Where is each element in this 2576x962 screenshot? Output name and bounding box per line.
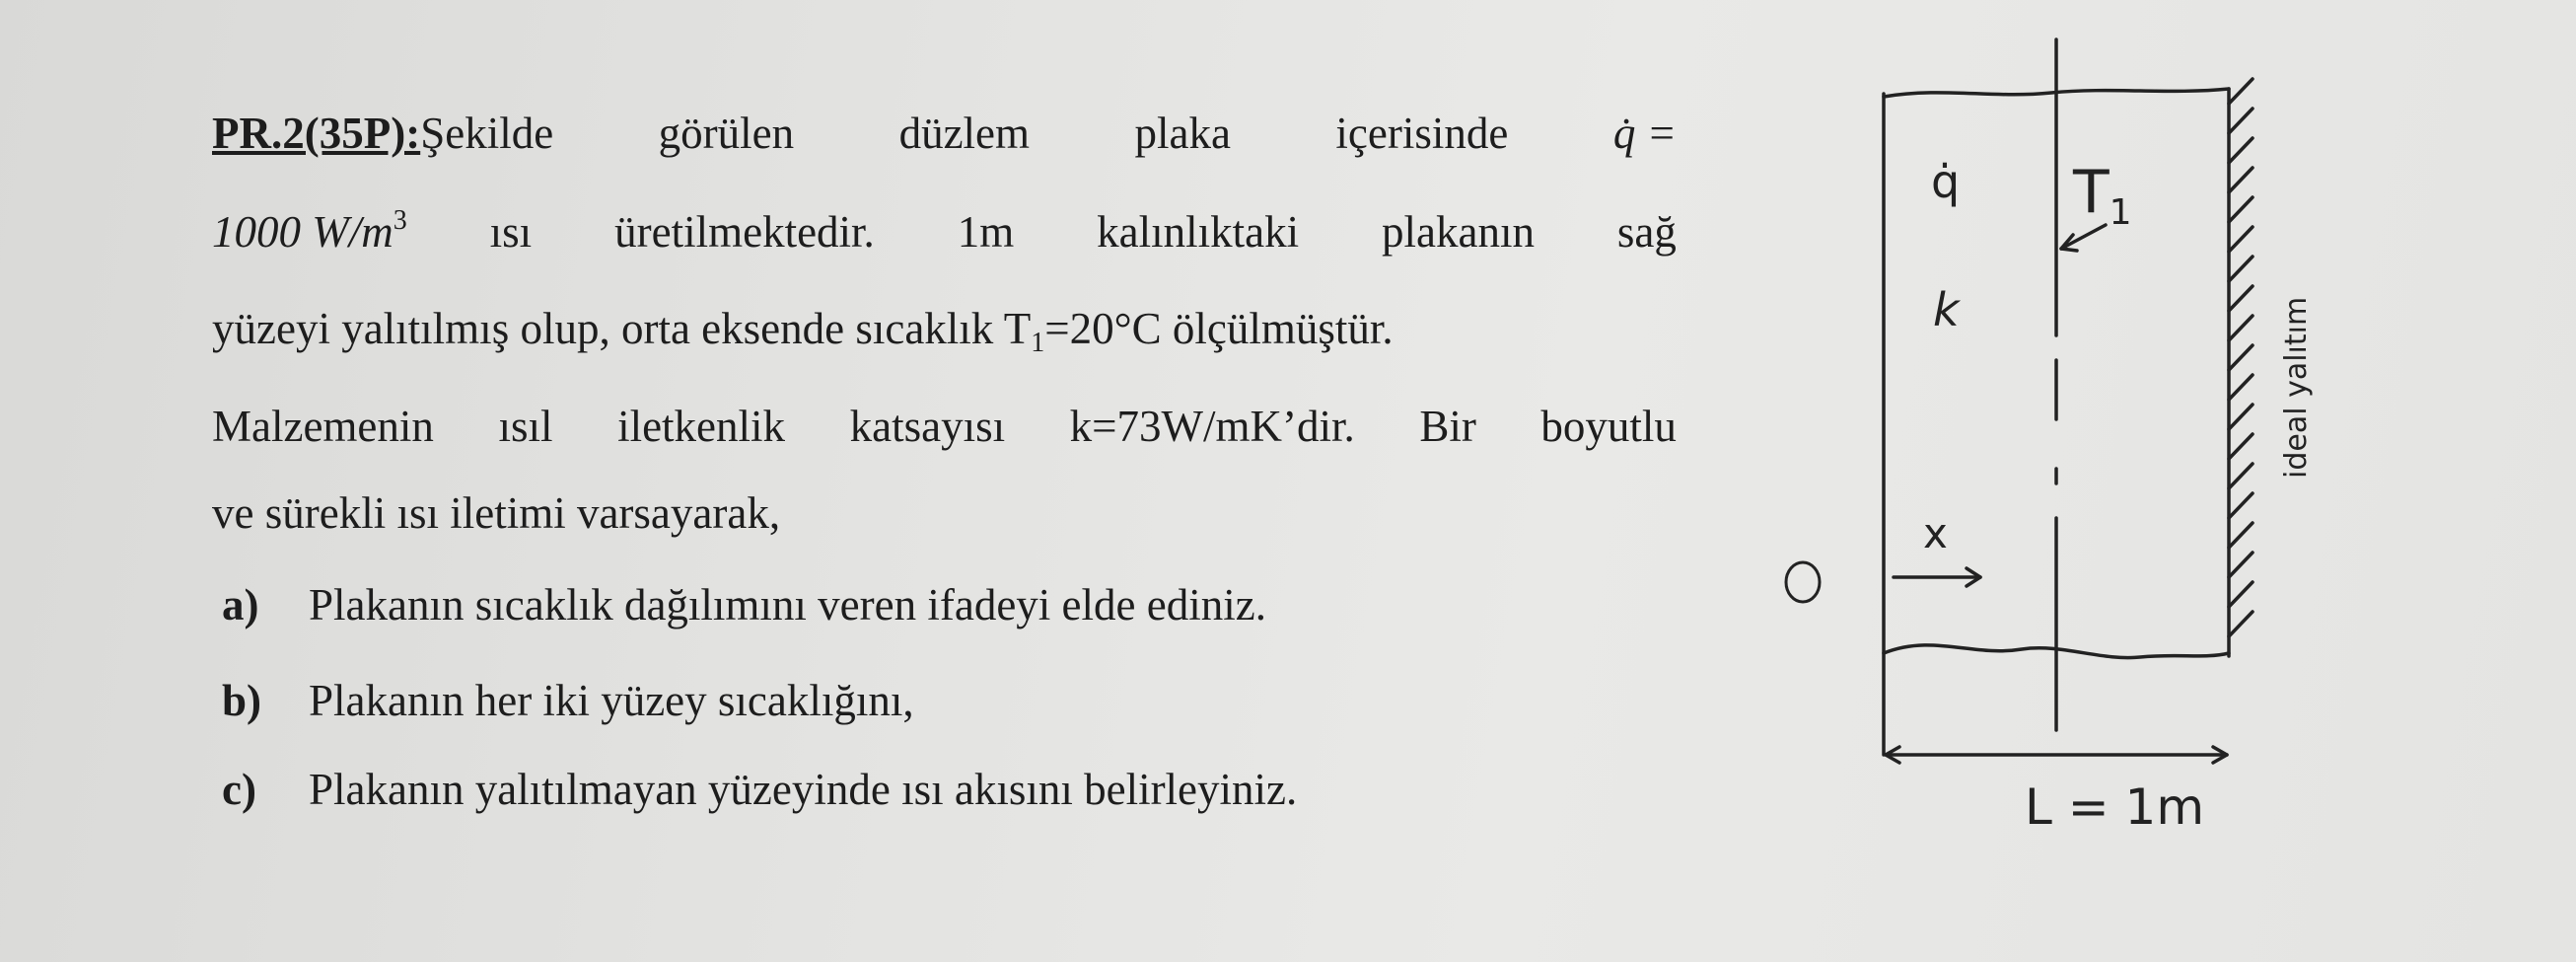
word: boyutlu <box>1540 402 1677 451</box>
word: 1m <box>957 207 1015 257</box>
insulation-hatch <box>2229 79 2253 636</box>
word: katsayısı <box>849 402 1006 451</box>
item-label: b) <box>222 676 262 725</box>
word: sağ <box>1616 207 1677 257</box>
problem-line-5: ve sürekli ısı iletimi varsayarak, <box>212 488 781 538</box>
problem-line-1 <box>212 104 1677 163</box>
word: k=73W/mK’dir. <box>1069 402 1355 451</box>
x-label: x <box>1923 509 1948 557</box>
k-label: k <box>1933 283 1960 336</box>
word: Şekilde <box>420 109 554 158</box>
q-dot-expression: q̇ = <box>1612 109 1677 158</box>
word: plaka <box>1134 109 1231 158</box>
item-text: Plakanın her iki yüzey sıcaklığını, <box>309 676 914 725</box>
problem-line-3: yüzeyi yalıtılmış olup, orta eksende sıcaklık $T_1=20^\circ C$ ölçülmüştür. <box>212 304 1394 358</box>
origin-mark-circle <box>1786 562 1820 602</box>
problem-heading: PR.2(35P): <box>212 109 421 158</box>
word: içerisinde <box>1335 109 1509 158</box>
word: ısı <box>489 207 533 257</box>
word: görülen <box>658 109 795 158</box>
item-a <box>222 575 1266 634</box>
word: üretilmektedir. <box>614 207 875 257</box>
word: iletkenlik <box>617 402 786 451</box>
item-label: c) <box>222 765 256 814</box>
word: düzlem <box>898 109 1031 158</box>
q-dot-label: q̇ <box>1931 155 1961 208</box>
item-c <box>222 760 1297 819</box>
heat-generation-value: 1000 $W/m^3$ <box>212 205 407 257</box>
item-b <box>222 671 914 730</box>
word: Malzemenin <box>212 402 434 451</box>
length-label: L = 1m <box>2025 778 2205 836</box>
t1-label: $T_1$ <box>2073 158 2132 233</box>
word: kalınlıktaki <box>1097 207 1300 257</box>
word: Bir <box>1419 402 1476 451</box>
t1-leader-line <box>2061 225 2106 249</box>
insulation-label: ideal yalıtım <box>2279 296 2314 479</box>
word: plakanın <box>1382 207 1535 257</box>
item-label: a) <box>222 580 259 629</box>
diagram-strokes <box>1786 39 2253 763</box>
word: ısıl <box>498 402 553 451</box>
item-text: Plakanın sıcaklık dağılımını veren ifadeyi elde ediniz. <box>309 580 1266 629</box>
item-text: Plakanın yalıtılmayan yüzeyinde ısı akısını belirleyiniz. <box>309 765 1298 814</box>
problem-line-4 <box>212 397 1677 456</box>
plate-diagram <box>1765 30 2337 839</box>
problem-line-2 <box>212 202 1677 261</box>
plate-diagram-svg <box>1765 30 2337 839</box>
